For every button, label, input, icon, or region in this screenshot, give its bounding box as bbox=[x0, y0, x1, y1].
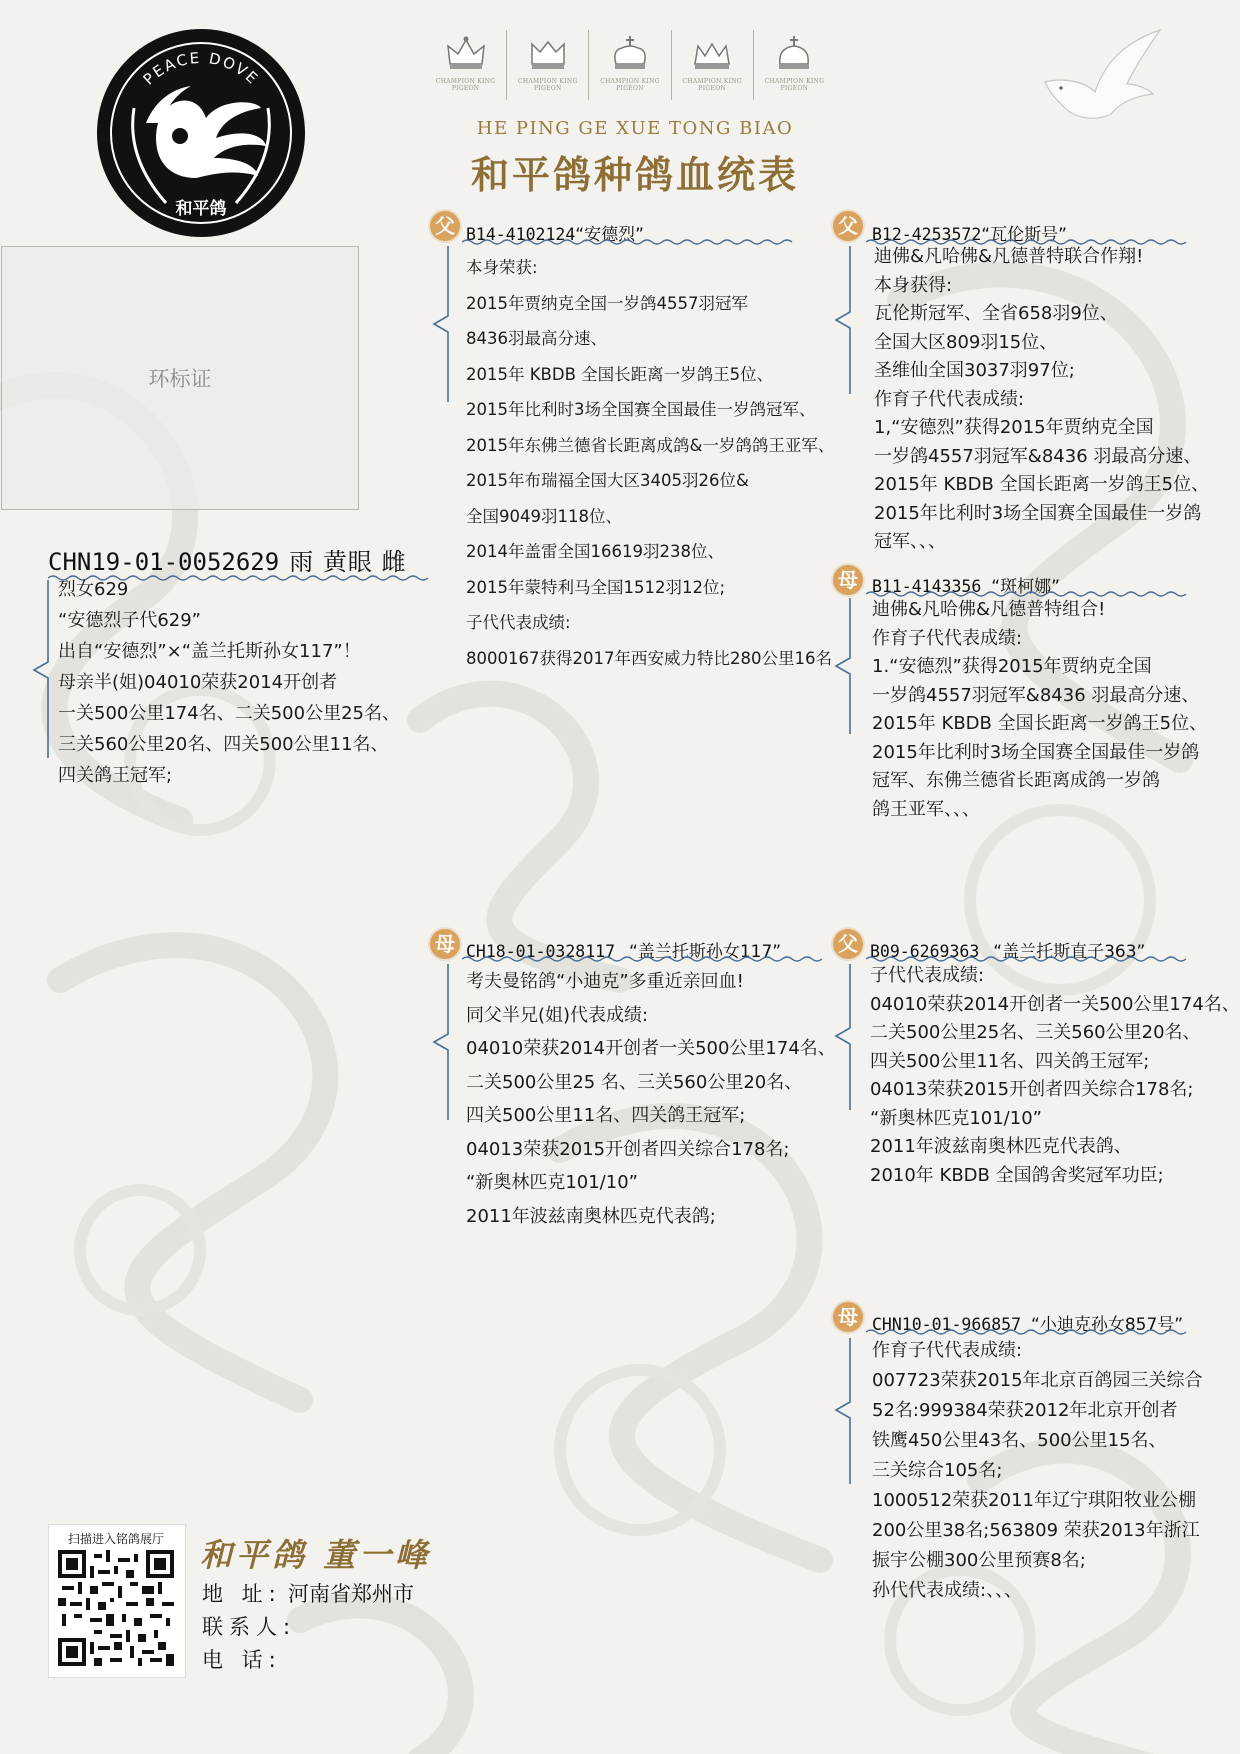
page-title: 和平鸽种鸽血统表 bbox=[470, 152, 799, 197]
detail-line: 全国大区809羽15位、 bbox=[874, 331, 1058, 353]
crown-caption: CHAMPION KING PIGEON bbox=[682, 78, 742, 92]
crown-icon bbox=[608, 34, 652, 74]
wavy-underline bbox=[462, 955, 832, 963]
sire-id: B14-4102124 bbox=[466, 225, 576, 244]
detail-line: 迪佛&凡哈佛&凡德普特组合! bbox=[872, 599, 1106, 620]
detail-line: 04013荣获2015开创者四关综合178名; bbox=[870, 1079, 1194, 1100]
detail-line: 2011年波兹南奥林匹克代表鸽; bbox=[466, 1205, 716, 1227]
sire-sire-name: “瓦伦斯号” bbox=[981, 225, 1067, 245]
bracket-line bbox=[430, 244, 450, 404]
breeder-signature: 和平鸽 董一峰 bbox=[200, 1536, 432, 1574]
bracket-line bbox=[832, 596, 852, 736]
sire-dam-details bbox=[872, 596, 1207, 824]
detail-line: 振宇公棚300公里预赛8名; bbox=[872, 1550, 1086, 1571]
main-bird-id: CHN19-01-0052629 bbox=[48, 548, 280, 576]
detail-line: 2015年 KBDB 全国长距离一岁鸽王5位、 bbox=[874, 474, 1210, 495]
detail-line: 子代代表成绩: bbox=[870, 965, 985, 986]
crown-caption: CHAMPION KING PIGEON bbox=[600, 78, 660, 92]
ring-certificate-box bbox=[1, 246, 359, 510]
detail-line: “新奥林匹克101/10” bbox=[466, 1172, 638, 1193]
crown-badge bbox=[507, 30, 589, 100]
detail-line: 鸽王亚军、、、 bbox=[872, 798, 980, 820]
detail-line: 子代代表成绩: bbox=[466, 613, 571, 632]
dam-dam-id: CHN10-01-966857 bbox=[872, 1315, 1022, 1334]
dam-name: “盖兰托斯孙女117” bbox=[629, 942, 782, 962]
detail-line: 作育子代代表成绩: bbox=[872, 1340, 1023, 1361]
sire-name: “安德烈” bbox=[575, 225, 644, 245]
detail-line: 2015年 KBDB 全国长距离一岁鸽王5位、 bbox=[872, 713, 1208, 734]
sire-sire-badge: 父 bbox=[833, 211, 863, 241]
detail-line: 2010年 KBDB 全国鸽舍奖冠军功臣; bbox=[870, 1164, 1164, 1186]
contact-phone bbox=[202, 1644, 414, 1677]
detail-line: 8436羽最高分速、 bbox=[466, 329, 607, 348]
dam-sire-badge: 父 bbox=[833, 929, 863, 959]
dam-sire-id: B09-6269363 bbox=[870, 942, 980, 961]
detail-line: 二关500公里25 名、三关560公里20名、 bbox=[466, 1071, 803, 1093]
main-bird-desc: 雨 黄眼 雌 bbox=[289, 548, 407, 576]
dove-icon bbox=[1035, 22, 1170, 127]
detail-line: 瓦伦斯冠军、全省658羽9位、 bbox=[874, 303, 1118, 324]
detail-line: 全国9049羽118位、 bbox=[466, 506, 622, 526]
qr-caption: 扫描进入铭鸽展厅 bbox=[67, 1532, 164, 1546]
detail-line: 考夫曼铭鸽“小迪克”多重近亲回血! bbox=[466, 971, 744, 992]
detail-line: 圣维仙全国3037羽97位; bbox=[874, 360, 1075, 381]
dam-dam-details bbox=[872, 1336, 1203, 1606]
crown-icon bbox=[690, 34, 734, 74]
crown-badge bbox=[754, 30, 835, 100]
sire-sire-details bbox=[874, 243, 1209, 557]
contact-value: 河南省郑州市 bbox=[288, 1582, 414, 1606]
detail-line: 2015年东佛兰德省长距离成鸽&一岁鸽鸽王亚军、 bbox=[466, 435, 835, 455]
sire-sire-id: B12-4253572 bbox=[872, 225, 982, 244]
main-bird-header bbox=[48, 542, 406, 577]
sire-badge: 父 bbox=[430, 211, 460, 241]
qr-code-icon[interactable] bbox=[58, 1550, 174, 1666]
detail-line: 母亲半(姐)04010荣获2014开创者 bbox=[58, 672, 338, 693]
detail-line: 2015年 KBDB 全国长距离一岁鸽王5位、 bbox=[466, 364, 774, 384]
crown-caption: CHAMPION KING PIGEON bbox=[764, 78, 825, 92]
peace-dove-logo bbox=[96, 28, 306, 238]
wavy-underline bbox=[462, 238, 802, 246]
detail-line: 1.“安德烈”获得2015年贾纳克全国 bbox=[872, 656, 1152, 677]
contact-address bbox=[202, 1578, 414, 1611]
detail-line: 本身获得: bbox=[874, 274, 953, 296]
detail-line: 铁鹰450公里43名、500公里15名、 bbox=[872, 1430, 1167, 1451]
detail-line: 出自“安德烈”×“盖兰托斯孙女117”！ bbox=[58, 641, 361, 662]
logo-text-bottom: 和平鸽 bbox=[175, 199, 227, 219]
crown-icon bbox=[444, 34, 488, 74]
contact-info bbox=[202, 1578, 414, 1677]
dam-details bbox=[466, 965, 836, 1233]
detail-line: 2011年波兹南奥林匹克代表鸽、 bbox=[870, 1136, 1132, 1157]
detail-line: 52名:999384荣获2012年北京开创者 bbox=[872, 1400, 1178, 1421]
detail-line: 同父半兄(姐)代表成绩: bbox=[466, 1004, 649, 1026]
dam-sire-details bbox=[870, 962, 1240, 1190]
detail-line: 烈女629 bbox=[58, 579, 129, 600]
bracket-line bbox=[30, 578, 50, 760]
crown-badges bbox=[425, 30, 835, 100]
crown-caption: CHAMPION KING PIGEON bbox=[518, 78, 578, 92]
detail-line: 孙代代表成绩:、、、 bbox=[872, 1580, 1023, 1601]
detail-line: 2015年比利时3场全国赛全国最佳一岁鸽冠军、 bbox=[466, 400, 816, 419]
detail-line: 四关鸽王冠军; bbox=[58, 765, 173, 786]
contact-person bbox=[202, 1611, 414, 1644]
detail-line: 2015年贾纳克全国一岁鸽4557羽冠军 bbox=[466, 293, 748, 313]
detail-line: 二关500公里25名、三关560公里20名、 bbox=[870, 1022, 1201, 1043]
detail-line: 04010荣获2014开创者一关500公里174名、 bbox=[466, 1038, 836, 1059]
detail-line: 迪佛&凡哈佛&凡德普特联合作翔! bbox=[874, 246, 1144, 267]
dam-dam-badge: 母 bbox=[833, 1302, 863, 1332]
dam-badge: 母 bbox=[430, 929, 460, 959]
wavy-underline bbox=[866, 1328, 1191, 1336]
detail-line: “安德烈子代629” bbox=[58, 610, 202, 631]
sire-dam-id: B11-4143356 bbox=[872, 577, 982, 596]
sire-dam-badge: 母 bbox=[833, 565, 863, 595]
bracket-line bbox=[832, 1336, 852, 1486]
sire-dam-name: “斑柯娜” bbox=[991, 577, 1060, 597]
bracket-line bbox=[832, 244, 852, 396]
detail-line: 冠军、、、 bbox=[874, 531, 946, 552]
detail-line: 2015年蒙特利马全国1512羽12位; bbox=[466, 577, 726, 597]
detail-line: 本身荣获: bbox=[466, 258, 538, 277]
dam-sire-name: “盖兰托斯直子363” bbox=[993, 942, 1146, 962]
detail-line: 2014年盖雷全国16619羽238位、 bbox=[466, 542, 724, 561]
bracket-line bbox=[832, 962, 852, 1112]
detail-line: “新奥林匹克101/10” bbox=[870, 1107, 1042, 1129]
detail-line: 一岁鸽4557羽冠军&8436 羽最高分速、 bbox=[872, 684, 1200, 706]
crown-badge bbox=[425, 30, 507, 100]
detail-line: 作育子代代表成绩: bbox=[872, 627, 1023, 649]
detail-line: 三关综合105名; bbox=[872, 1460, 1003, 1481]
detail-line: 一岁鸽4557羽冠军&8436 羽最高分速、 bbox=[874, 445, 1202, 467]
crown-caption: CHAMPION KING PIGEON bbox=[435, 78, 496, 92]
detail-line: 四关500公里11名、四关鸽王冠军; bbox=[466, 1105, 746, 1126]
detail-line: 三关560公里20名、四关500公里11名、 bbox=[58, 734, 389, 755]
detail-line: 1000512荣获2011年辽宁琪阳牧业公棚 bbox=[872, 1490, 1196, 1511]
detail-line: 2015年布瑞福全国大区3405羽26位& bbox=[466, 471, 749, 490]
dam-id: CH18-01-0328117 bbox=[466, 942, 616, 961]
crown-icon bbox=[526, 34, 570, 74]
dam-dam-name: “小迪克孙女857号” bbox=[1031, 1315, 1184, 1335]
detail-line: 2015年比利时3场全国赛全国最佳一岁鸽 bbox=[874, 502, 1202, 524]
detail-line: 1,“安德烈”获得2015年贾纳克全国 bbox=[874, 417, 1154, 438]
logo-text-top: PEACE DOVE bbox=[139, 48, 263, 89]
ring-certificate-label: 环标证 bbox=[148, 367, 212, 391]
bracket-line bbox=[430, 962, 450, 1122]
detail-line: 冠军、东佛兰德省长距离成鸽一岁鸽 bbox=[872, 770, 1160, 791]
detail-line: 一关500公里174名、二关500公里25名、 bbox=[58, 703, 400, 724]
detail-line: 007723荣获2015年北京百鸽园三关综合 bbox=[872, 1370, 1203, 1391]
crown-icon bbox=[772, 34, 816, 74]
crown-badge bbox=[589, 30, 671, 100]
detail-line: 04013荣获2015开创者四关综合178名; bbox=[466, 1138, 790, 1160]
detail-line: 04010荣获2014开创者一关500公里174名、 bbox=[870, 993, 1240, 1015]
detail-line: 作育子代代表成绩: bbox=[874, 388, 1025, 410]
contact-label: 联系人: bbox=[202, 1615, 297, 1639]
sire-details bbox=[466, 250, 834, 676]
main-bird-details bbox=[58, 574, 400, 791]
contact-label: 地 址: bbox=[202, 1582, 282, 1606]
detail-line: 四关500公里11名、四关鸽王冠军; bbox=[870, 1050, 1150, 1072]
detail-line: 200公里38名;563809 荣获2013年浙江 bbox=[872, 1520, 1200, 1541]
contact-label: 电 话: bbox=[202, 1648, 282, 1672]
detail-line: 8000167获得2017年西安威力特比280公里16名 bbox=[466, 648, 832, 668]
title-pinyin: HE PING GE XUE TONG BIAO bbox=[476, 118, 794, 139]
detail-line: 2015年比利时3场全国赛全国最佳一岁鸽 bbox=[872, 741, 1200, 763]
crown-badge bbox=[672, 30, 754, 100]
